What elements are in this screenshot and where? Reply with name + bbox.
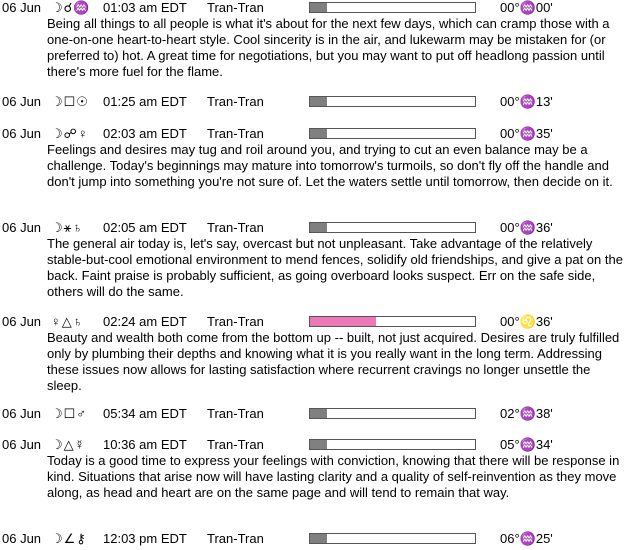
- entry-time: 01:03 am EDT: [103, 0, 187, 15]
- interpretation-text: Beauty and wealth both come from the bottom up -- built, not just acquired. Desires are truly fulfilled only by plumbing their depths and knowing what it is you really want in the long term. Addressing these issues now allows for lasting satisfaction where recurrent cravings no longer unsettle the sleep.: [47, 330, 620, 393]
- entry-time: 01:25 am EDT: [103, 94, 187, 109]
- transit-entry: [0, 220, 639, 300]
- aspect-symbols: ☽⚹♄: [51, 220, 84, 235]
- aspect-symbols: ☽☌♒: [51, 0, 91, 15]
- entry-type: Tran-Tran: [207, 314, 264, 329]
- zodiac-position: 00°♌36': [500, 314, 553, 329]
- strength-fill: [310, 223, 327, 232]
- entry-type: Tran-Tran: [207, 94, 264, 109]
- transit-entry: [0, 406, 639, 422]
- entry-type: Tran-Tran: [207, 531, 264, 546]
- zodiac-position: 02°♒38': [500, 406, 553, 421]
- strength-bar: [309, 439, 476, 450]
- aspect-symbols: ☽△☿: [51, 437, 86, 452]
- transit-entry: [0, 126, 639, 190]
- strength-fill: [310, 97, 327, 106]
- transit-entry: [0, 0, 639, 80]
- entry-date: 06 Jun: [2, 126, 42, 141]
- strength-bar: [309, 408, 476, 419]
- entry-type: Tran-Tran: [207, 220, 264, 235]
- entry-date: 06 Jun: [2, 220, 42, 235]
- zodiac-position: 00°♒13': [500, 94, 553, 109]
- strength-fill: [310, 317, 376, 326]
- aspect-symbols: ☽☍♀: [51, 126, 89, 141]
- entry-type: Tran-Tran: [207, 437, 264, 452]
- entry-type: Tran-Tran: [207, 406, 264, 421]
- entry-date: 06 Jun: [2, 437, 42, 452]
- zodiac-position: 00°♒00': [500, 0, 553, 15]
- interpretation-text: Today is a good time to express your feelings with conviction, knowing that there will be response in kind. Situations that arise now will have lasting clarity and a quality of self-reinvention as they move along, as head and heart are on the same page and will tend to remain that way.: [47, 453, 620, 500]
- entry-time: 02:03 am EDT: [103, 126, 187, 141]
- strength-bar: [309, 128, 476, 139]
- entry-date: 06 Jun: [2, 94, 42, 109]
- entry-time: 05:34 am EDT: [103, 406, 187, 421]
- strength-bar: [309, 533, 476, 544]
- strength-bar: [309, 2, 476, 13]
- entry-time: 02:05 am EDT: [103, 220, 187, 235]
- strength-fill: [310, 409, 327, 418]
- strength-bar: [309, 222, 476, 233]
- entry-date: 06 Jun: [2, 314, 42, 329]
- strength-fill: [310, 3, 327, 12]
- entry-type: Tran-Tran: [207, 126, 264, 141]
- aspect-symbols: ♀△♄: [51, 314, 84, 329]
- aspect-symbols: ☽∠⚷: [51, 531, 87, 546]
- entry-time: 02:24 am EDT: [103, 314, 187, 329]
- entry-time: 10:36 am EDT: [103, 437, 187, 452]
- zodiac-position: 00°♒36': [500, 220, 553, 235]
- strength-fill: [310, 129, 327, 138]
- transit-entry: [0, 314, 639, 394]
- aspect-symbols: ☽☐☉: [51, 94, 89, 109]
- strength-fill: [310, 534, 327, 543]
- entry-date: 06 Jun: [2, 406, 42, 421]
- transit-entry: [0, 531, 639, 547]
- zodiac-position: 06°♒25': [500, 531, 553, 546]
- zodiac-position: 00°♒35': [500, 126, 553, 141]
- interpretation-text: The general air today is, let's say, overcast but not unpleasant. Take advantage of the relatively stable-but-cool emotional environment to mend fences, solidify old friendships, and give a pat on the back. Faint praise is probably sufficient, as going overboard looks suspect. Err on the safe side, others will do the same.: [47, 236, 623, 299]
- strength-bar: [309, 96, 476, 107]
- transit-entry: [0, 437, 639, 501]
- aspect-symbols: ☽☐♂: [51, 406, 88, 421]
- interpretation-text: Feelings and desires may tug and roil around you, and trying to cut an even balance may be a challenge. Today's beginnings may mature into tomorrow's turmoils, so don't fly off the handle and don't jump into something you're not sure of. Let the waters settle until tomorrow, then decide on it.: [47, 142, 613, 189]
- entry-type: Tran-Tran: [207, 0, 264, 15]
- interpretation-text: Being all things to all people is what it's about for the next few days, which can cramp those with a one-on-one heart-to-heart style. Cool sincerity is in the air, and lukewarm may be mistaken for (or preferred to) hot. A great time for negotiations, but you may want to put off headlong passion until there's more fuel for the flame.: [47, 16, 610, 79]
- strength-fill: [310, 440, 327, 449]
- entry-date: 06 Jun: [2, 531, 42, 546]
- strength-bar: [309, 316, 476, 327]
- entry-time: 12:03 pm EDT: [103, 531, 187, 546]
- zodiac-position: 05°♒34': [500, 437, 553, 452]
- transit-entry: [0, 94, 639, 110]
- entry-date: 06 Jun: [2, 0, 42, 15]
